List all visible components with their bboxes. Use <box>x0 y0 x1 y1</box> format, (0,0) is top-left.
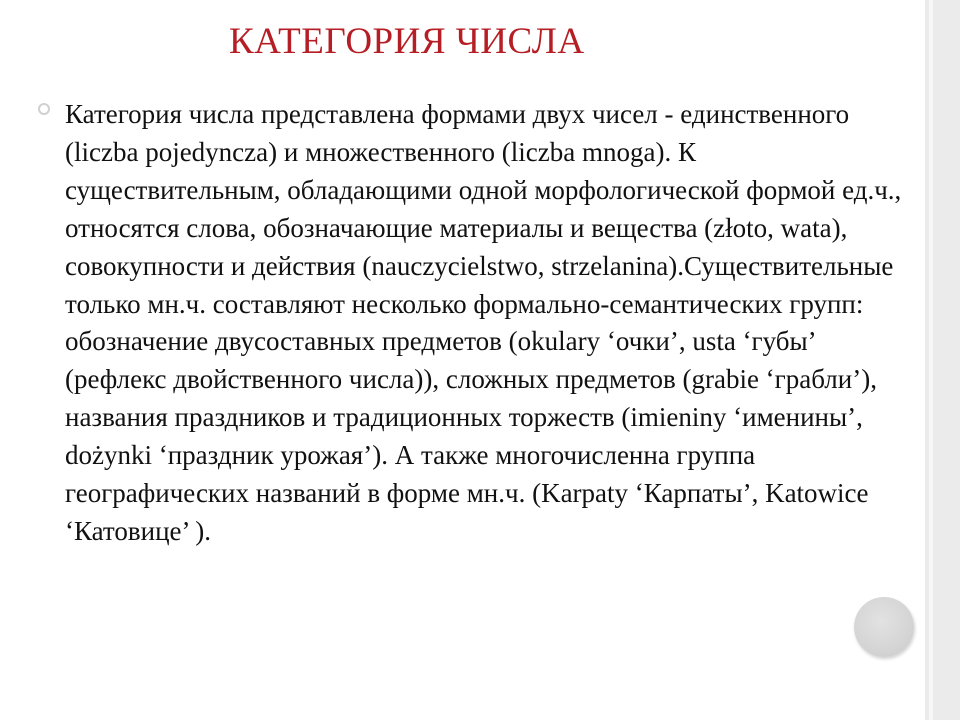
slide-side-strip-highlight <box>929 0 933 720</box>
round-nav-button-icon[interactable] <box>854 597 914 657</box>
slide-body-text: Категория числа представлена формами двух чисел - единственного (liczba pojedyncza) и множественного (liczba mnoga). К существительным, обладающими одной морфологической формой ед.ч., относятся слова, обозначающие материалы и вещества (złoto, wata), совокупности и действия (nauczycielstwo, strzelanina).Существительные только мн.ч. составляют несколько формально-семантических групп: обозначение двусоставных предметов (okulary ‘очки’, usta ‘губы’ (рефлекс двойственного числа)), сложных предметов (grabie ‘грабли’), названия праздников и традиционных торжеств (imieniny ‘именины’, dożynki ‘праздник урожая’). А также многочисленна группа географических названий в форме мн.ч. (Karpaty ‘Карпаты’, Katowice ‘Катовице’ ). <box>65 99 902 546</box>
slide-title: КАТЕГОРИЯ ЧИСЛА <box>229 21 585 62</box>
hollow-circle-bullet-icon <box>38 103 50 115</box>
